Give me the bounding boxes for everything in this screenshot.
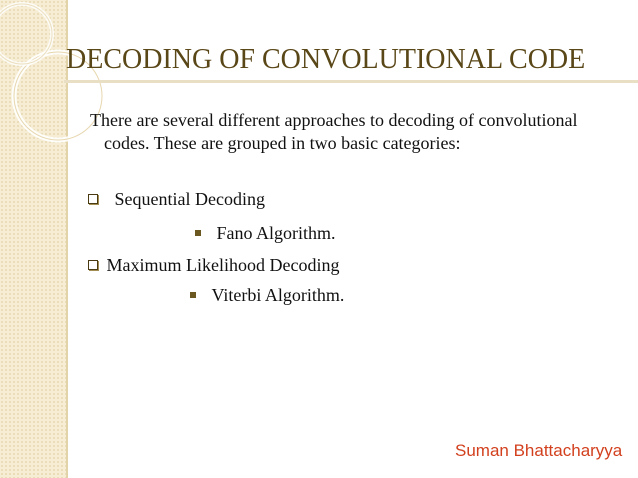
list-item-category-1 xyxy=(88,188,265,211)
intro-paragraph: There are several different approaches to decoding of convolutional codes. These are grouped in two basic categories: xyxy=(90,110,578,153)
list-item-subcategory-1 xyxy=(195,222,336,245)
square-bullet-icon xyxy=(190,292,196,298)
square-bullet-icon xyxy=(195,230,201,236)
list-item-category-2 xyxy=(88,254,339,277)
title-underline xyxy=(64,80,638,83)
author-footer: Suman Bhattacharyya xyxy=(455,441,623,460)
list-item-subcategory-2 xyxy=(190,284,344,307)
subcategory-label: Viterbi Algorithm. xyxy=(211,285,345,305)
checkbox-bullet-icon xyxy=(88,194,98,204)
subcategory-label: Fano Algorithm. xyxy=(216,223,336,243)
checkbox-bullet-icon xyxy=(88,260,98,270)
slide-title: DECODING OF CONVOLUTIONAL CODE xyxy=(66,44,586,75)
category-label: Sequential Decoding xyxy=(114,189,265,209)
category-label: Maximum Likelihood Decoding xyxy=(106,255,340,275)
